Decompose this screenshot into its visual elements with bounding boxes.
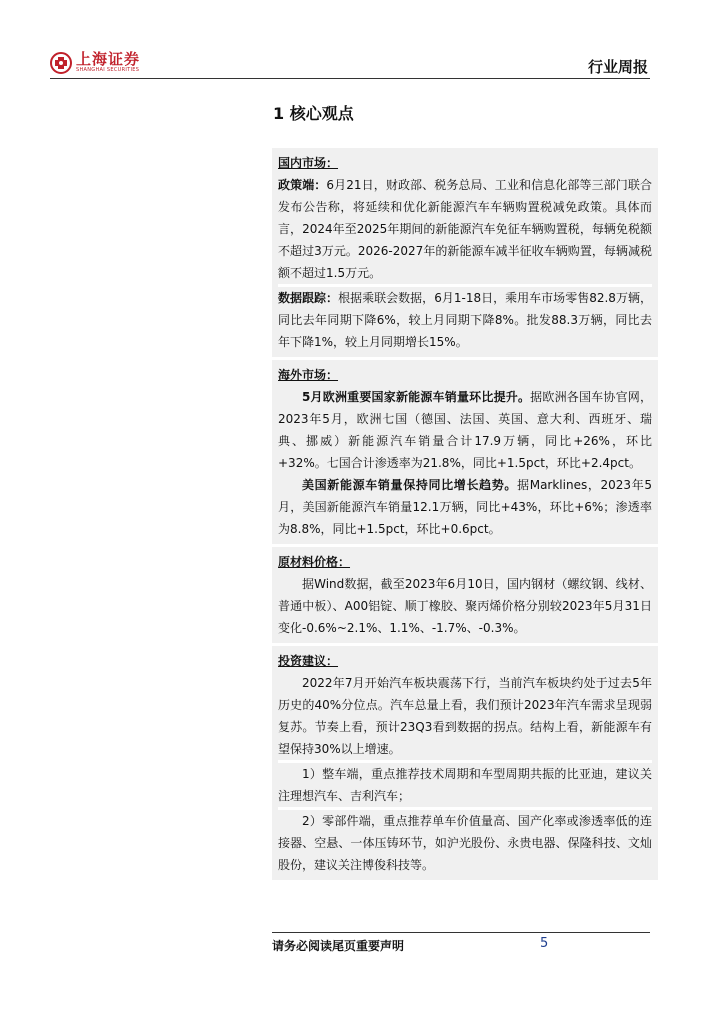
core-views-content bbox=[272, 148, 658, 880]
us-label: 美国新能源车销量保持同比增长趋势。 bbox=[302, 478, 518, 492]
report-type-label: 行业周报 bbox=[587, 58, 648, 76]
materials-block bbox=[272, 547, 658, 643]
page-header bbox=[50, 50, 650, 78]
data-tracking-paragraph bbox=[278, 287, 652, 353]
overseas-market-block bbox=[272, 360, 658, 544]
materials-heading: 原材料价格： bbox=[278, 555, 351, 569]
domestic-market-block bbox=[272, 148, 658, 357]
materials-text: 据Wind数据，截至2023年6月10日，国内钢材（螺纹钢、线材、普通中板）、A00铝锭、顺丁橡胶、聚丙烯价格分别较2023年5月31日变化-0.6%~2.1%、1.1%、-1.7%、-0.3%。 bbox=[278, 577, 652, 635]
logo-english-name: SHANGHAI SECURITIES bbox=[76, 67, 140, 73]
europe-paragraph bbox=[278, 386, 652, 474]
policy-label: 政策端： bbox=[278, 178, 327, 192]
advice-item-1: 1）整车端，重点推荐技术周期和车型周期共振的比亚迪，建议关注理想汽车、吉利汽车； bbox=[278, 767, 652, 803]
page-number: 5 bbox=[540, 936, 549, 951]
logo-chinese-name: 上海证券 bbox=[76, 50, 141, 68]
advice-text: 2022年7月开始汽车板块震荡下行，当前汽车板块约处于过去5年历史的40%分位点。汽车总量上看，我们预计2023年汽车需求呈现弱复苏。节奏上看，预计23Q3看到数据的拐点。结构上看，新能源车有望保持30%以上增速。 bbox=[278, 676, 652, 756]
us-text: 据Marklines，2023年5月，美国新能源汽车销量12.1万辆，同比+43%，环比+6%；渗透率为8.8%，同比+1.5pct，环比+0.6pct。 bbox=[278, 478, 652, 536]
advice-heading: 投资建议： bbox=[278, 654, 339, 668]
data-tracking-text: 根据乘联会数据，6月1-18日，乘用车市场零售82.8万辆，同比去年同期下降6%，较上月同期下降8%。批发88.3万辆，同比去年下降1%，较上月同期增长15%。 bbox=[278, 291, 652, 349]
header-divider bbox=[50, 78, 650, 79]
advice-block bbox=[272, 646, 658, 880]
company-logo bbox=[50, 52, 140, 74]
europe-text: 据欧洲各国车协官网，2023年5月，欧洲七国（德国、法国、英国、意大利、西班牙、瑞典、挪威）新能源汽车销量合计17.9万辆，同比+26%，环比+32%。七国合计渗透率为21.8%，同比+1.5pct，环比+2.4pct。 bbox=[278, 390, 652, 470]
us-paragraph bbox=[278, 474, 652, 540]
footer-disclaimer: 请务必阅读尾页重要声明 bbox=[272, 939, 405, 953]
europe-label: 5月欧洲重要国家新能源车销量环比提升。 bbox=[302, 390, 531, 404]
policy-text: 6月21日，财政部、税务总局、工业和信息化部等三部门联合发布公告称，将延续和优化新能源汽车车辆购置税减免政策。具体而言，2024年至2025年期间的新能源汽车免征车辆购置税，每辆免税额不超过3万元。2026-2027年的新能源车减半征收车辆购置，每辆减税额不超过1.5万元。 bbox=[278, 178, 652, 280]
overseas-heading: 海外市场： bbox=[278, 368, 339, 382]
footer-divider bbox=[272, 932, 650, 933]
policy-paragraph bbox=[278, 174, 652, 284]
domestic-heading: 国内市场： bbox=[278, 156, 339, 170]
advice-item-2: 2）零部件端，重点推荐单车价值量高、国产化率或渗透率低的连接器、空悬、一体压铸环节，如沪光股份、永贵电器、保隆科技、文灿股份，建议关注博俊科技等。 bbox=[278, 814, 652, 872]
section-title: 1 核心观点 bbox=[273, 104, 354, 123]
logo-seal-icon bbox=[50, 52, 72, 74]
data-tracking-label: 数据跟踪： bbox=[278, 291, 339, 305]
